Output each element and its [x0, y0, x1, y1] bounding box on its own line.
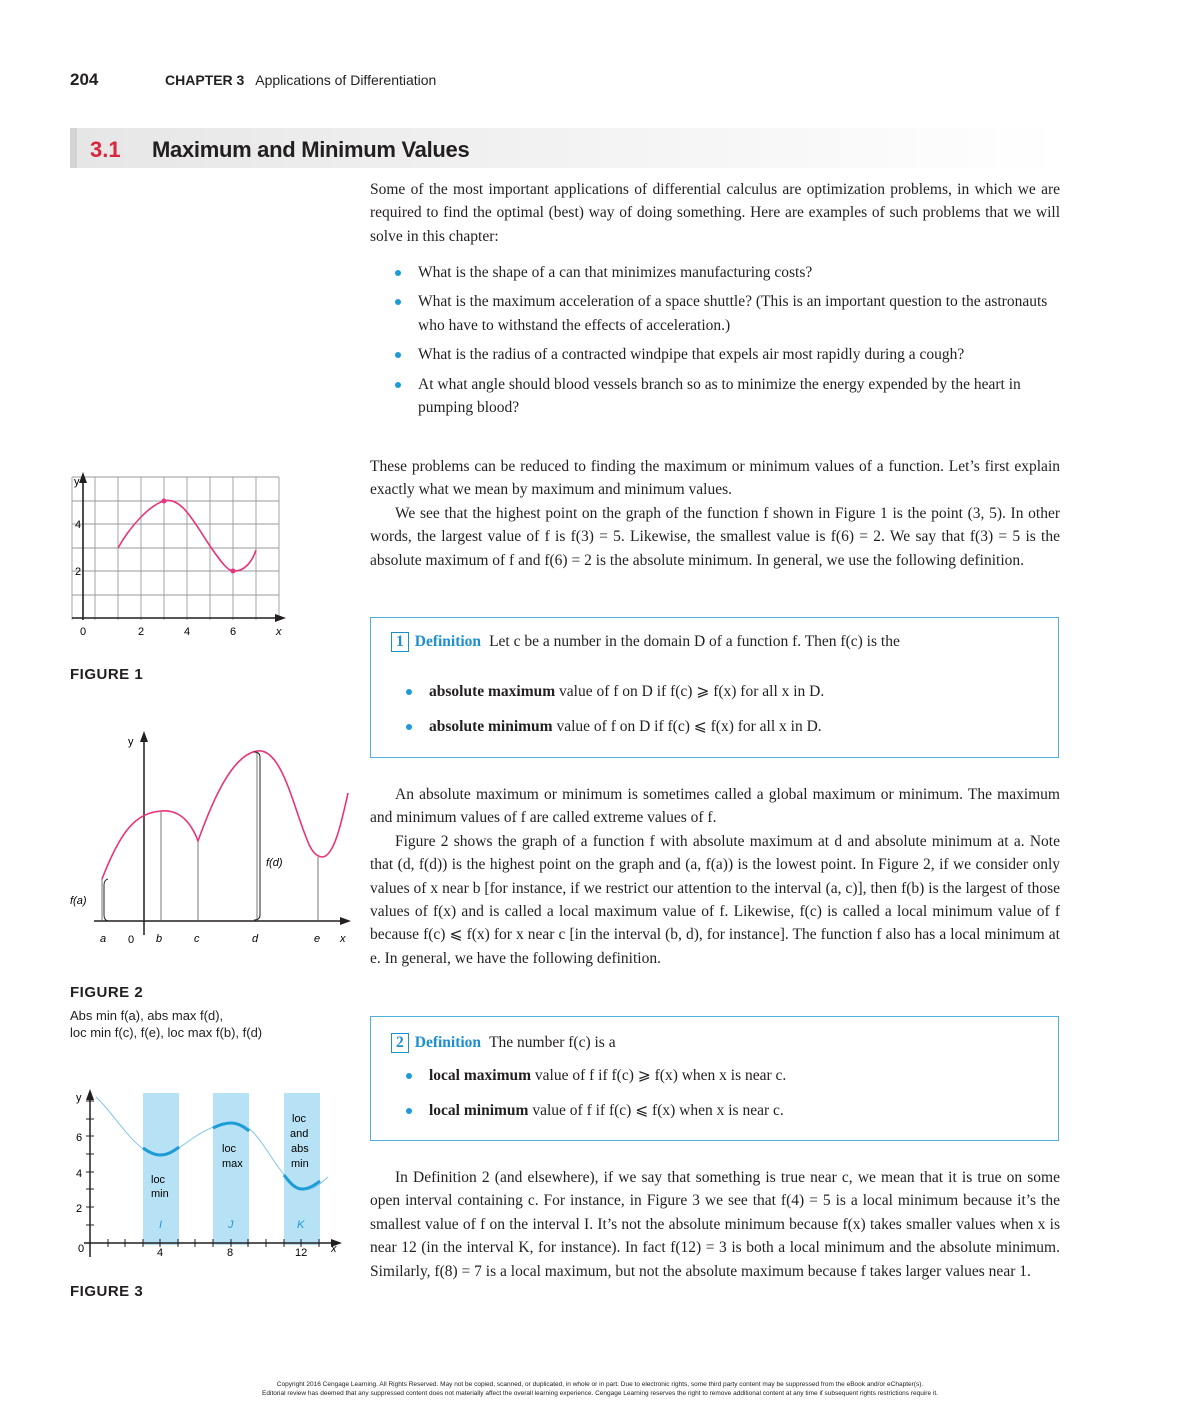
section-number: 3.1 [90, 137, 121, 162]
fa-brace [104, 879, 108, 921]
x-axis-label: x [276, 626, 282, 638]
point-label-c: c [194, 933, 200, 945]
chapter-title: Applications of Differentiation [255, 72, 437, 88]
note-loc-abs-min: min [291, 1158, 309, 1170]
grid [72, 477, 279, 620]
function-curve [102, 751, 348, 879]
definition-box-2 [370, 1016, 1059, 1141]
body-text-2 [370, 783, 1060, 970]
figure-2-caption: Abs min f(a), abs max f(d), loc min f(c), f(e), loc max f(b), f(d) [70, 1008, 263, 1040]
origin-label: 0 [128, 934, 135, 946]
definition-item: local maximum value of f if f(c) ⩾ f(x) when x is near c. [382, 1064, 1069, 1087]
x-axis-label: x [331, 1243, 337, 1255]
origin-label: 0 [78, 1243, 85, 1255]
y-axis-label: y [128, 736, 134, 748]
definition-word: Definition [414, 633, 482, 650]
copyright-footer: Copyright 2016 Cengage Learning. All Rights Reserved. May not be copied, scanned, or duplicated, in whole or in part. Due to electronic rights, some third party content may be suppressed from the eBook and/or eChapter(s). Editorial review has deemed that any suppressed content does not materially affect the overall learning experience. Cengage Learning reserves the right to remove additional content at any time if subsequent rights restrictions require it. [262, 1381, 938, 1397]
note-loc-abs-min: abs [291, 1143, 309, 1155]
y-arrow-icon [86, 1089, 94, 1100]
paragraph: An absolute maximum or minimum is sometimes called a global maximum or minimum. The maximum and minimum values of f are called extreme values of f. [370, 786, 1060, 827]
list-item: What is the radius of a contracted windpipe that expels air most rapidly during a cough? [371, 343, 1051, 366]
definition-word: Definition [414, 1034, 482, 1051]
chapter-label: CHAPTER 3 [165, 72, 245, 88]
definition-item: absolute maximum value of f on D if f(c) ⩾ f(x) for all x in D. [382, 680, 1069, 703]
definition-item: absolute minimum value of f on D if f(c) ⩽ f(x) for all x in D. [382, 715, 1069, 738]
figure-1-label: FIGURE 1 [70, 666, 144, 683]
y-tick-label: 2 [76, 1203, 83, 1215]
max-point [162, 499, 167, 504]
y-tick-label: 4 [75, 519, 82, 531]
page-number: 204 [70, 70, 99, 89]
point-label-e: e [314, 933, 321, 945]
x-tick-label: 6 [230, 626, 237, 638]
list-item: At what angle should blood vessels branch so as to minimize the energy expended by the heart in pumping blood? [371, 373, 1051, 420]
definition-lead: 2 Definition The number f(c) is a [391, 1031, 1041, 1055]
y-tick-label: 6 [76, 1132, 83, 1144]
fd-label: f(d) [266, 857, 283, 869]
x-axis-label: x [340, 933, 346, 945]
body-text-1 [370, 455, 1060, 572]
running-header [165, 72, 436, 88]
y-tick-label: 4 [76, 1168, 83, 1180]
definition-item: local minimum value of f if f(c) ⩽ f(x) when x is near c. [382, 1099, 1069, 1122]
definition-number: 2 [391, 1033, 409, 1053]
interval-label-I: I [159, 1219, 163, 1231]
x-tick-label: 4 [157, 1247, 164, 1259]
note-loc-min: loc [151, 1174, 166, 1186]
note-loc-max: loc [222, 1143, 237, 1155]
note-loc-max: max [222, 1158, 243, 1170]
figure-3-label: FIGURE 3 [70, 1283, 144, 1300]
list-item: What is the maximum acceleration of a space shuttle? (This is an important question to the astronauts who have to withstand the effects of acceleration.) [371, 290, 1051, 337]
list-item: What is the shape of a can that minimizes manufacturing costs? [371, 261, 1051, 284]
y-tick-label: 2 [75, 566, 82, 578]
note-loc-abs-min: loc [292, 1113, 307, 1125]
min-point [231, 569, 236, 574]
figure-1-graph [66, 470, 296, 645]
paragraph: Figure 2 shows the graph of a function f with absolute maximum at d and absolute minimum at a. Note that (d, f(d)) is the highest point on the graph and (a, f(a)) is the lowest point. In Figure 2, if we consider only values of x near b [for instance, if we restrict our attention to the interval (a, c)], then f(b) is the largest of those values of f(x) and is called a local maximum value of f. Likewise, f(c) is called a local minimum value of f because f(c) ⩽ f(x) for x near c [in the interval (b, d), for instance]. The function f also has a local minimum at e. In general, we have the following definition. [370, 832, 1060, 967]
paragraph: In Definition 2 (and elsewhere), if we say that something is true near c, we mean that it is true on some open interval containing c. For instance, in Figure 3 we see that f(4) = 5 is a local minimum because it’s the smallest value of f on the interval I. It’s not the absolute minimum because f(x) takes smaller values when x is near 12 (in the interval K, for instance). In fact f(12) = 3 is both a local minimum and the absolute minimum. Similarly, f(8) = 7 is a local maximum, but not the absolute maximum because f takes larger values near 1. [370, 1169, 1060, 1280]
note-loc-abs-min: and [290, 1128, 309, 1140]
origin-label: 0 [80, 626, 87, 638]
note-loc-min: min [151, 1188, 169, 1200]
point-label-d: d [252, 933, 259, 945]
figure-3-graph [66, 1085, 351, 1265]
fa-label: f(a) [70, 895, 87, 907]
interval-label-K: K [297, 1219, 305, 1231]
x-arrow-icon [340, 917, 351, 925]
paragraph: These problems can be reduced to finding the maximum or minimum values of a function. Let’s first explain exactly what we mean by maximum and minimum values. [370, 458, 1060, 499]
bullet-list [371, 261, 1051, 419]
point-label-b: b [156, 933, 163, 945]
definition-lead: 1 Definition Let c be a number in the domain D of a function f. Then f(c) is the [391, 630, 1041, 654]
x-arrow-icon [275, 614, 286, 622]
paragraph: We see that the highest point on the graph of the function f shown in Figure 1 is the point (3, 5). In other words, the largest value of f is f(3) = 5. Likewise, the smallest value is f(6) = 2. We say that f(3) = 5 is the absolute maximum of f and f(6) = 2 is the absolute minimum. In general, we use the following definition. [370, 504, 1060, 569]
x-tick-label: 8 [227, 1247, 234, 1259]
body-text-3 [370, 1166, 1060, 1283]
interval-label-J: J [228, 1219, 234, 1231]
x-tick-label: 4 [184, 626, 191, 638]
section-title: Maximum and Minimum Values [152, 137, 470, 162]
y-arrow-icon [140, 731, 148, 742]
figure-2-graph [66, 725, 356, 955]
figure-2-label: FIGURE 2 [70, 984, 144, 1001]
guide-lines [102, 751, 318, 921]
x-tick-label: 12 [295, 1247, 308, 1259]
y-axis-label: y [74, 476, 80, 488]
x-tick-label: 2 [138, 626, 145, 638]
definition-number: 1 [391, 632, 409, 652]
definition-box-1 [370, 617, 1059, 758]
y-arrow-icon [79, 472, 87, 483]
y-axis-label: y [76, 1092, 82, 1104]
point-label-a: a [100, 933, 107, 945]
intro-paragraph: Some of the most important applications of differential calculus are optimization problems, in which we are required to find the optimal (best) way of doing something. Here are examples of such problems that we will solve in this chapter: [370, 181, 1060, 245]
